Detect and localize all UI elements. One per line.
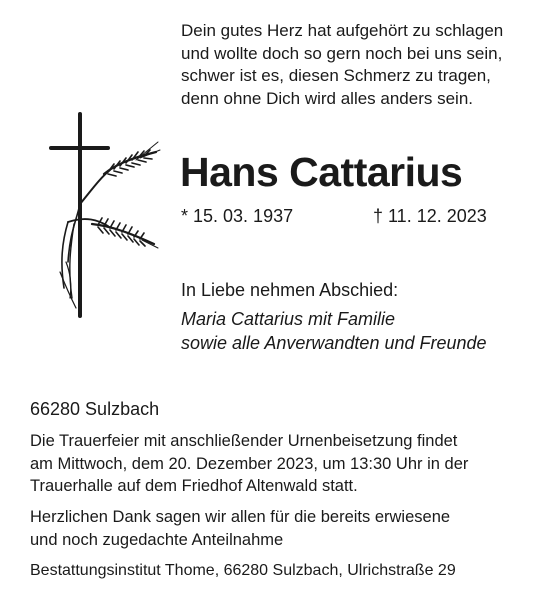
thanks-line: und noch zugedachte Anteilnahme: [30, 530, 284, 549]
place: 66280 Sulzbach: [30, 399, 160, 419]
ceremony-line: Die Trauerfeier mit anschließender Urnenbeisetzung findet: [30, 432, 458, 450]
thanks-line: Herzlichen Dank sagen wir allen für die bereits erwiesene: [30, 508, 451, 526]
birth-date: * 15. 03. 1937: [181, 206, 294, 226]
cross-with-wheat-icon: [46, 112, 166, 322]
thanks-notice: [30, 506, 450, 551]
memorial-poem: [181, 20, 521, 110]
ceremony-line: Trauerhalle auf dem Friedhof Altenwald statt.: [30, 477, 358, 495]
mourner-line: Maria Cattarius mit Familie: [181, 309, 396, 329]
poem-line: und wollte doch so gern noch bei uns sein,: [181, 43, 503, 63]
death-date: † 11. 12. 2023: [373, 206, 487, 226]
funeral-home: Bestattungsinstitut Thome, 66280 Sulzbach, Ulrichstraße 29: [30, 562, 456, 579]
poem-line: denn ohne Dich wird alles anders sein.: [181, 88, 474, 108]
poem-line: schwer ist es, diesen Schmerz zu tragen,: [181, 66, 491, 85]
poem-line: Dein gutes Herz hat aufgehört zu schlagen: [181, 21, 504, 40]
farewell-heading: In Liebe nehmen Abschied:: [181, 280, 399, 300]
deceased-name: Hans Cattarius: [180, 149, 463, 195]
ceremony-line: am Mittwoch, dem 20. Dezember 2023, um 13:30 Uhr in der: [30, 454, 469, 473]
mourner-line: sowie alle Anverwandten und Freunde: [181, 332, 487, 353]
ceremony-notice: [30, 430, 468, 498]
mourners-list: [181, 308, 487, 355]
